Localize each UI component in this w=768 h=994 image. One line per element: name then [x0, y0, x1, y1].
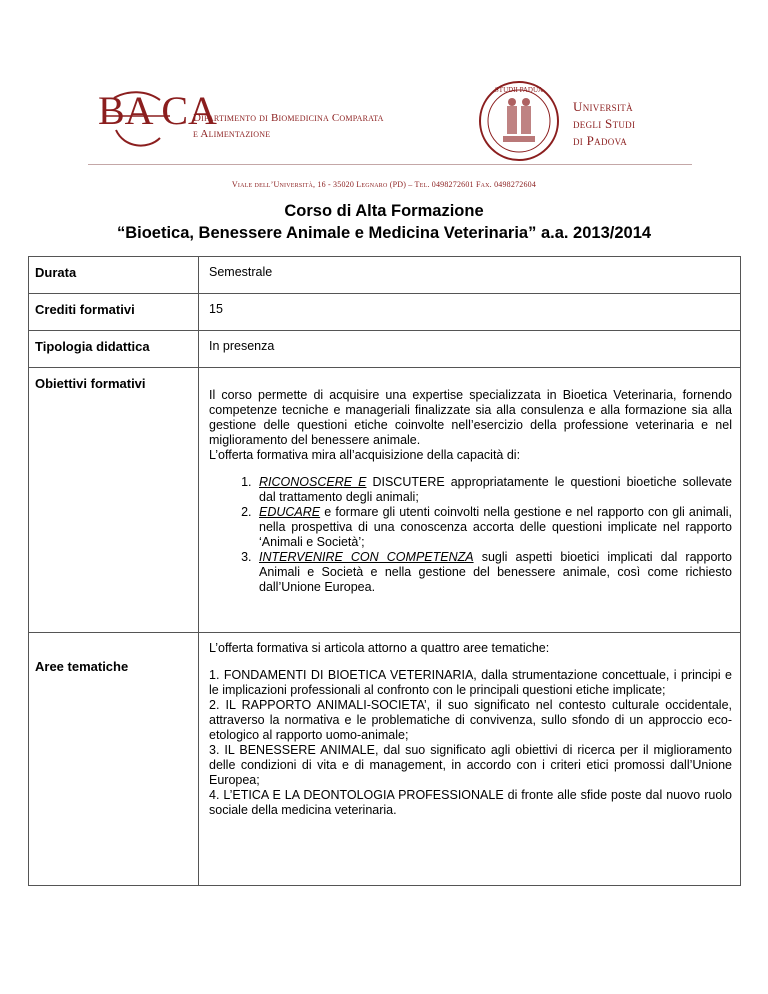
title-line-1: Corso di Alta Formazione: [284, 202, 484, 220]
department-name: Dipartimento di Biomedicina Comparata e Alimentazione: [193, 112, 384, 140]
university-seal-icon: [478, 80, 560, 162]
aree-intro: L’offerta formativa si articola attorno a quattro aree tematiche:: [209, 641, 550, 655]
dept-logo-text: BA CA: [98, 88, 217, 133]
table-row: [29, 368, 741, 633]
title-line-2: “Bioetica, Benessere Animale e Medicina Veterinaria” a.a. 2013/2014: [116, 224, 652, 242]
course-title: [0, 200, 768, 244]
tipologia-value: In presenza: [199, 331, 741, 368]
aree-label: Aree tematiche: [29, 633, 199, 886]
list-item: [255, 550, 732, 595]
objective-text: sugli aspetti bioetici implicati dal rapporto Animali e Società e nella gestione del benessere animale, così come richiesto dall’Unione Europea.: [259, 550, 732, 594]
durata-value: Semestrale: [199, 257, 741, 294]
table-row: [29, 331, 741, 368]
svg-text:STUDII PADUA: STUDII PADUA: [494, 86, 544, 94]
obiettivi-value: [199, 368, 741, 633]
course-info-table: [28, 256, 741, 886]
obiettivi-paragraph: Il corso permette di acquisire una expertise specializzata in Bioetica Veterinaria, fornendo competenze tecniche e manageriali finalizzate sia alla consulenza e alla formazione sia alla gestione delle questioni etiche coinvolte nell’esercizio della professione veterinaria e nel miglioramento del benessere animale.: [209, 388, 732, 447]
department-address: Viale dell’Università, 16 - 35020 Legnaro (PD) – Tel. 0498272601 Fax. 0498272604: [231, 180, 537, 189]
topic-item: 1. FONDAMENTI DI BIOETICA VETERINARIA, dalla strumentazione concettuale, i principi e le implicazioni professionali al confronto con le principali questioni etiche implicate;: [209, 668, 732, 697]
objective-text: e formare gli utenti coinvolti nella gestione e nel rapporto con gli animali, nella prospettiva di una conoscenza accorta delle questioni implicate nel rapporto ‘Animali e Società’;: [259, 505, 732, 549]
department-logo-icon: [94, 86, 217, 156]
obiettivi-lead: L’offerta formativa mira all’acquisizione della capacità di:: [209, 448, 521, 462]
topic-item: 3. IL BENESSERE ANIMALE, dal suo significato agli obiettivi di ricerca per il miglioramento delle condizioni di vita e di management, in accordo con i criteri etici promossi dall’Unione Europea;: [209, 743, 732, 787]
crediti-value: 15: [199, 294, 741, 331]
aree-value: [199, 633, 741, 886]
objective-keyword: INTERVENIRE CON COMPETENZA: [259, 550, 474, 564]
tipologia-label: Tipologia didattica: [29, 331, 199, 368]
objective-text: DISCUTERE appropriatamente le questioni bioetiche sollevate dal trattamento degli animali;: [259, 475, 732, 504]
letterhead: [0, 0, 768, 200]
objective-keyword: RICONOSCERE E: [259, 475, 367, 489]
durata-label: Durata: [29, 257, 199, 294]
obiettivi-label: Obiettivi formativi: [29, 368, 199, 633]
crediti-label: Crediti formativi: [29, 294, 199, 331]
table-row: [29, 294, 741, 331]
table-row: [29, 633, 741, 886]
topic-item: 2. IL RAPPORTO ANIMALI-SOCIETA’, il suo significato nel contesto culturale occidentale, attraverso la normativa e le problematiche di convivenza, sullo sfondo di un approccio eco-etologico al rapporto uomo-animale;: [209, 698, 732, 742]
university-name: Università degli Studi di Padova: [573, 99, 636, 148]
table-row: [29, 257, 741, 294]
header-divider: [88, 164, 692, 165]
objective-keyword: EDUCARE: [259, 505, 321, 519]
objectives-list: [209, 475, 732, 595]
list-item: [255, 505, 732, 550]
list-item: [255, 475, 732, 505]
topic-item: 4. L’ETICA E LA DEONTOLOGIA PROFESSIONALE di fronte alle sfide poste dal nuovo ruolo sociale della medicina veterinaria.: [209, 788, 732, 817]
